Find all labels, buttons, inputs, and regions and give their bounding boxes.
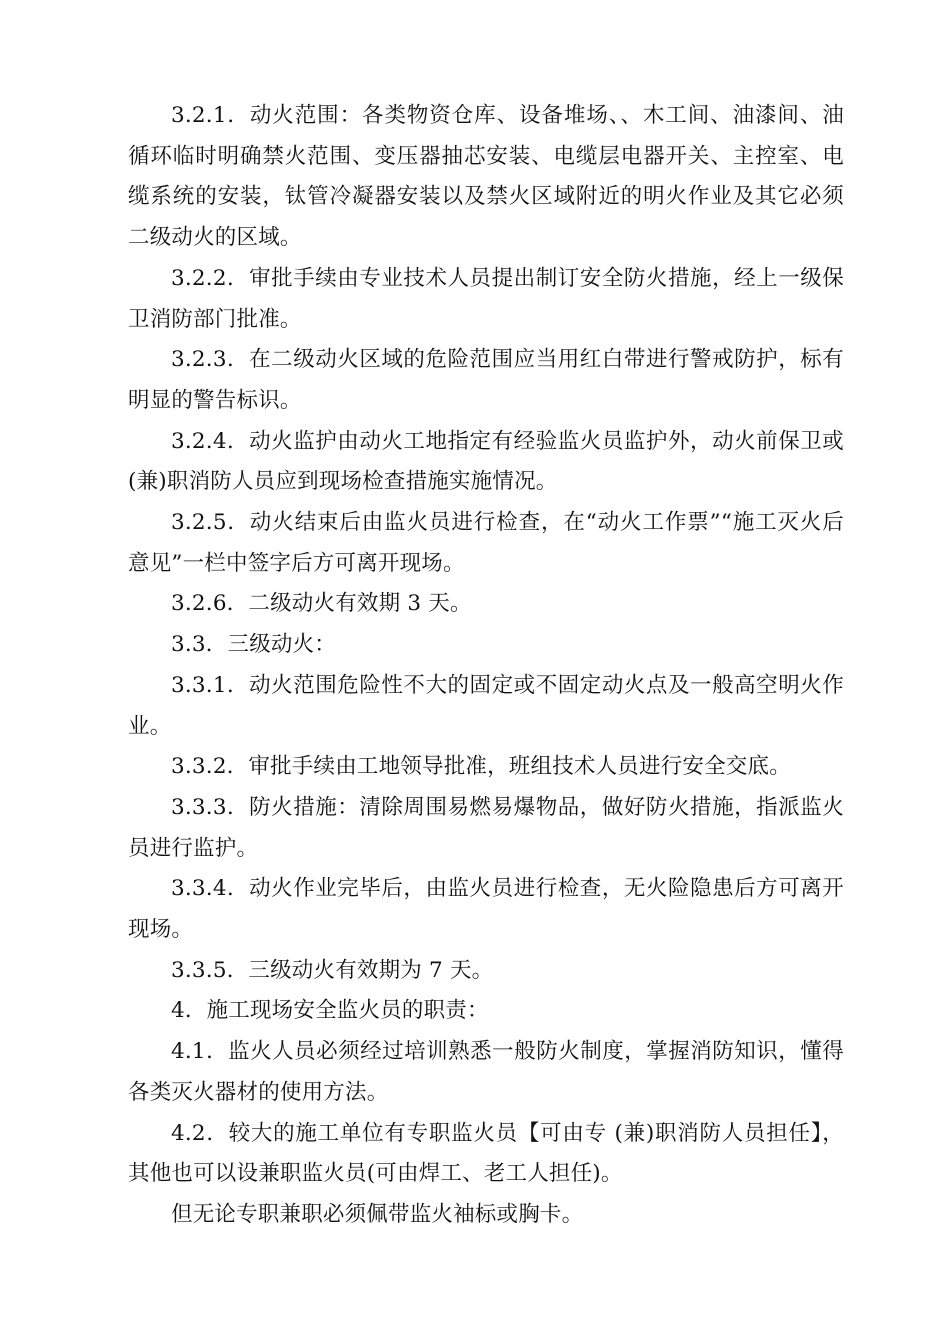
paragraph-3-3-1: 3.3.1．动火范围危险性不大的固定或不固定动火点及一般高空明火作业。 xyxy=(128,672,844,739)
paragraph-4-2: 4.2．较大的施工单位有专职监火员【可由专 (兼)职消防人员担任】，其他也可以设兼职监火员(可由焊工、老工人担任)。 xyxy=(128,1120,844,1187)
paragraph-3-2-3: 3.2.3．在二级动火区域的危险范围应当用红白带进行警戒防护，标有明显的警告标识。 xyxy=(128,347,844,413)
paragraph-3-2-5: 3.2.5．动火结束后由监火员进行检查，在“动火工作票”“施工灭火后意见”一栏中签字后方可离开现场。 xyxy=(128,510,844,576)
document-page xyxy=(128,96,844,1236)
paragraph-3-3-4: 3.3.4．动火作业完毕后，由监火员进行检查，无火险隐患后方可离开现场。 xyxy=(128,876,844,943)
section-heading-4: 4．施工现场安全监火员的职责： xyxy=(171,998,489,1024)
paragraph-3-2-2: 3.2.2．审批手续由专业技术人员提出制订安全防火措施，经上一级保卫消防部门批准。 xyxy=(128,265,844,332)
section-heading-3-3: 3.3．三级动火： xyxy=(171,632,336,658)
paragraph-3-3-3: 3.3.3．防火措施：清除周围易燃易爆物品，做好防火措施，指派监火员进行监护。 xyxy=(128,794,844,861)
paragraph-3-2-4: 3.2.4．动火监护由动火工地指定有经验监火员监护外，动火前保卫或(兼)职消防人员应到现场检查措施实施情况。 xyxy=(128,428,844,495)
paragraph-3-3-5: 3.3.5．三级动火有效期为 7 天。 xyxy=(171,957,494,983)
paragraph-3-2-1: 3.2.1．动火范围：各类物资仓库、设备堆场、、木工间、油漆间、油循环临时明确禁火范围、变压器抽芯安装、电缆层电器开关、主控室、电缆系统的安装，钛管冷凝器安装以及禁火区域附近的明火作业及其它必须二级动火的区域。 xyxy=(128,103,844,251)
paragraph-3-2-6: 3.2.6．二级动火有效期 3 天。 xyxy=(171,591,472,617)
paragraph-note: 但无论专职兼职必须佩带监火袖标或胸卡。 xyxy=(171,1201,584,1227)
paragraph-3-3-2: 3.3.2．审批手续由工地领导批准，班组技术人员进行安全交底。 xyxy=(171,754,791,780)
paragraph-4-1: 4.1．监火人员必须经过培训熟悉一般防火制度，掌握消防知识，懂得各类灭火器材的使用方法。 xyxy=(128,1039,844,1105)
